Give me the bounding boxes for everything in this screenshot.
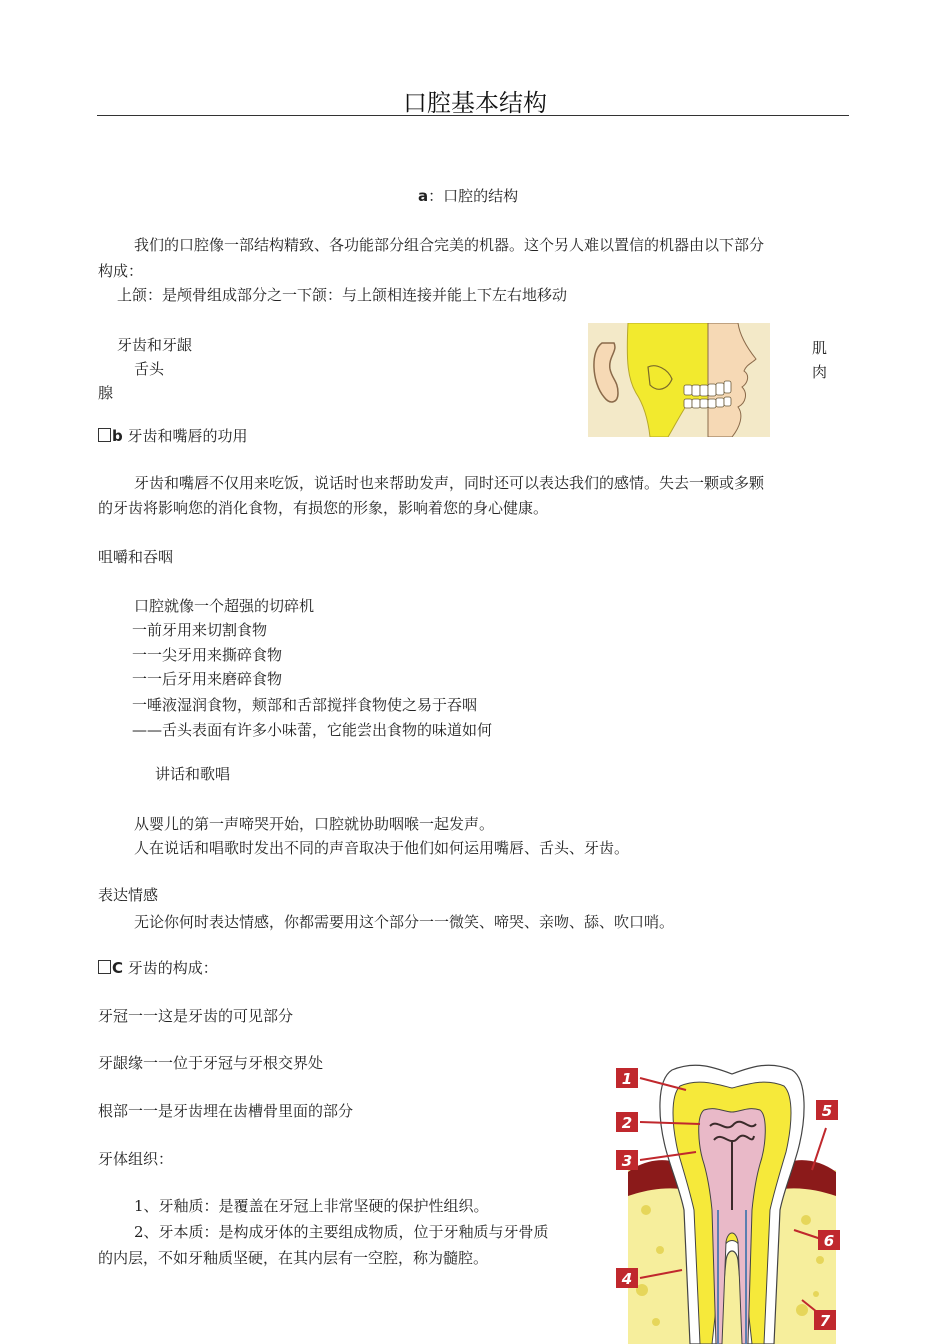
function-para-line-1: 牙齿和嘴唇不仅用来吃饭，说话时也来帮助发声，同时还可以表达我们的感情。失去一颗或多颗	[134, 474, 765, 492]
skull-jaw-illustration	[588, 323, 770, 437]
crown-item: 牙冠一一这是牙齿的可见部分	[98, 1007, 294, 1025]
label-3-text: 3	[621, 1152, 633, 1170]
section-b-heading: b 牙齿和嘴唇的功用	[98, 426, 248, 446]
emotion-line: 无论你何时表达情感，你都需要用这个部分一一微笑、啼哭、亲吻、舔、吹口哨。	[134, 913, 675, 931]
tissue-heading: 牙体组织：	[98, 1150, 174, 1168]
dentin-line-2: 的内层，不如牙釉质坚硬，在其内层有一空腔，称为髓腔。	[98, 1249, 489, 1267]
section-c-heading: C 牙齿的构成：	[98, 958, 218, 978]
label-7-text: 7	[819, 1312, 831, 1330]
gum-margin-item: 牙龈缘一一位于牙冠与牙根交界处	[98, 1054, 324, 1072]
tongue-item: 舌头	[134, 360, 165, 378]
emotion-heading: 表达情感	[98, 886, 159, 904]
muscle-item-1: 肌	[812, 339, 828, 357]
label-2-text: 2	[621, 1114, 633, 1132]
jaw-line: 上颌：是颅骨组成部分之一下颌：与上颌相连接并能上下左右地移动	[117, 286, 568, 304]
intro-line-1: 我们的口腔像一部结构精致、各功能部分组合完美的机器。这个另人难以置信的机器由以下部分	[134, 236, 765, 254]
chew-item: 一一尖牙用来撕碎食物	[132, 646, 283, 664]
chew-item: 口腔就像一个超强的切碎机	[134, 597, 315, 615]
tooth-cross-section-illustration	[606, 1060, 846, 1344]
muscle-item-2: 肉	[812, 363, 828, 381]
page-title: 口腔基本结构	[403, 89, 547, 117]
gland-item: 腺	[98, 384, 114, 402]
intro-line-2: 构成：	[98, 262, 144, 280]
speak-heading: 讲话和歌唱	[155, 765, 231, 783]
enamel-item: 1、牙釉质：是覆盖在牙冠上非常坚硬的保护性组织。	[134, 1197, 489, 1215]
chew-item: 一前牙用来切割食物	[132, 621, 268, 639]
label-1-text: 1	[621, 1070, 633, 1088]
chew-item: 一唾液湿润食物，颊部和舌部搅拌食物使之易于吞咽	[132, 696, 478, 714]
label-5-text: 5	[821, 1102, 833, 1120]
checkbox-icon	[98, 428, 111, 442]
chew-item: 一一后牙用来磨碎食物	[132, 670, 283, 688]
checkbox-icon	[98, 960, 111, 974]
label-4-text: 4	[621, 1270, 633, 1288]
dentin-line-1: 2、牙本质：是构成牙体的主要组成物质，位于牙釉质与牙骨质	[134, 1223, 549, 1241]
title-rule	[97, 115, 849, 116]
function-para-line-2: 的牙齿将影响您的消化食物，有损您的形象，影响着您的身心健康。	[98, 499, 549, 517]
teeth-gums-item: 牙齿和牙龈	[117, 336, 193, 354]
section-a-heading: a：口腔的结构	[418, 187, 519, 205]
chew-item: ——舌头表面有许多小味蕾，它能尝出食物的味道如何	[132, 721, 493, 739]
chew-heading: 咀嚼和吞咽	[98, 548, 174, 566]
label-6-text: 6	[823, 1232, 835, 1250]
root-item: 根部一一是牙齿埋在齿槽骨里面的部分	[98, 1102, 354, 1120]
speak-line-1: 从婴儿的第一声啼哭开始，口腔就协助咽喉一起发声。	[134, 815, 495, 833]
speak-line-2: 人在说话和唱歌时发出不同的声音取决于他们如何运用嘴唇、舌头、牙齿。	[134, 839, 630, 857]
